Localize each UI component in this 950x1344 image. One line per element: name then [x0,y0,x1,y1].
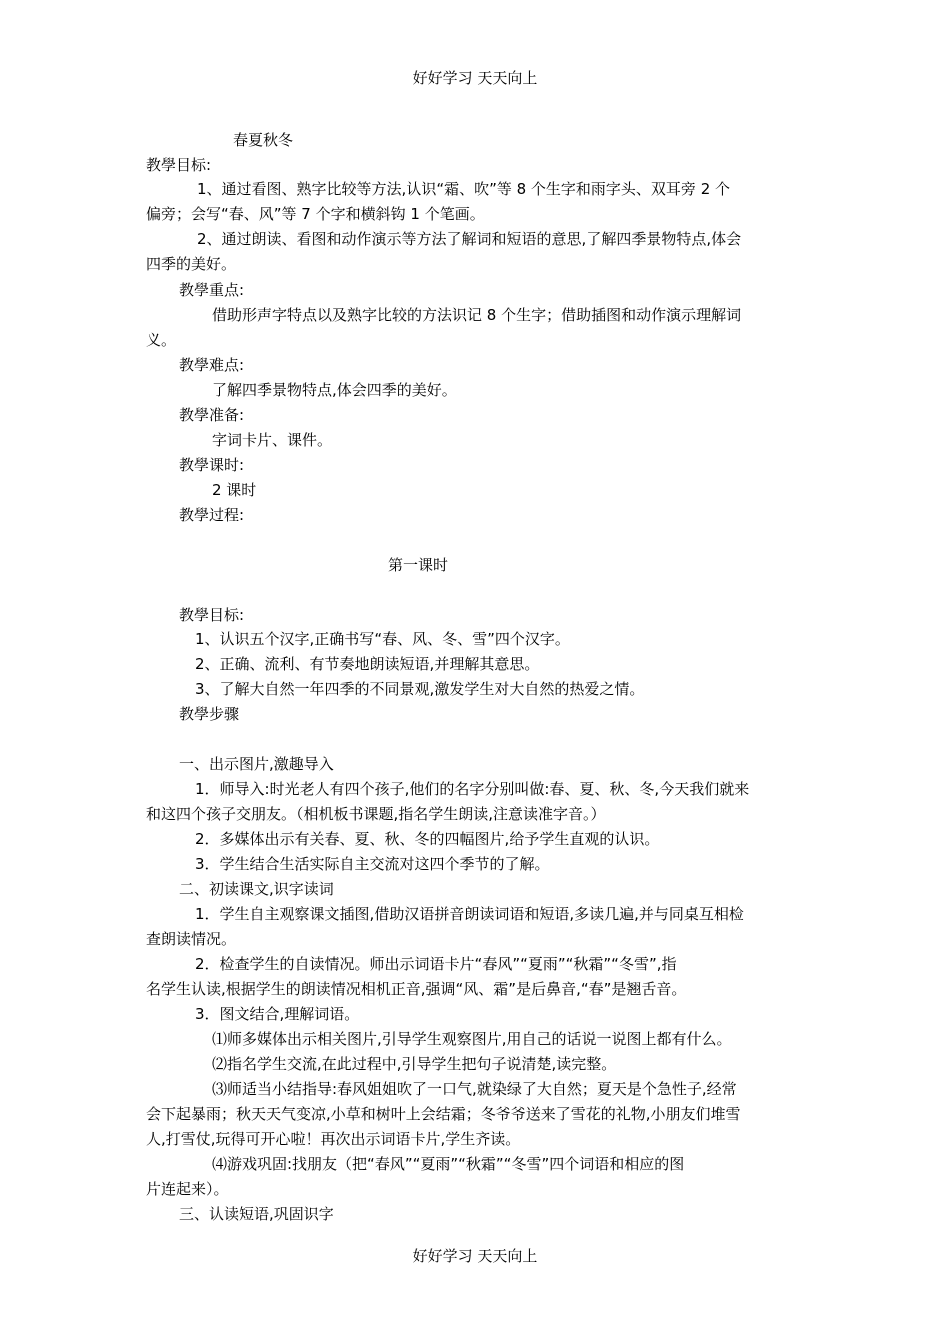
page-header: 好好学习 天天向上 [412,69,538,87]
part-2-sub-3-line-1: ⑶师适当小结指导:春风姐姐吹了一口气,就染绿了大自然；夏天是个急性子,经常 [212,1080,737,1098]
class-hours-value: 2 课时 [212,481,257,499]
objectives-label: 教學目标: [146,156,212,174]
part-2-sub-4-line-2: 片连起来）。 [146,1180,229,1198]
lesson-1-objectives-label: 教學目标: [179,606,245,624]
document-title: 春夏秋冬 [233,131,294,149]
part-2-sub-3-line-2: 会下起暴雨；秋天天气变凉,小草和树叶上会结霜；冬爷爷送来了雪花的礼物,小朋友们堆雪 [146,1105,741,1123]
lesson-1-objective-3: 3、了解大自然一年四季的不同景观,激发学生对大自然的热爱之情。 [195,680,645,698]
part-2-sub-3-line-3: 人,打雪仗,玩得可开心啦！再次出示词语卡片,学生齐读。 [146,1130,521,1148]
key-points-label: 教學重点: [179,281,245,299]
part-2-sub-4-line-1: ⑷游戏巩固:找朋友（把“春风”“夏雨”“秋霜”“冬雪”四个词语和相应的图 [212,1155,685,1173]
part-2-step-2-line-2: 名学生认读,根据学生的朗读情况相机正音,强调“风、霜”是后鼻音,“春”是翘舌音。 [146,980,687,998]
process-label: 教學过程: [179,506,245,524]
part-1-step-3: 3．学生结合生活实际自主交流对这四个季节的了解。 [195,855,550,873]
preparation-line: 字词卡片、课件。 [212,431,333,449]
lesson-1-title: 第一课时 [388,556,449,574]
part-2-step-1-line-2: 查朗读情况。 [146,930,237,948]
part-1-heading: 一、出示图片,激趣导入 [179,755,334,773]
objective-2-line-2: 四季的美好。 [146,255,237,273]
objective-2-line-1: 2、通过朗读、看图和动作演示等方法了解词和短语的意思,了解四季景物特点,体会 [197,230,742,248]
difficult-points-line: 了解四季景物特点,体会四季的美好。 [212,381,457,399]
part-1-step-2: 2．多媒体出示有关春、夏、秋、冬的四幅图片,给予学生直观的认识。 [195,830,660,848]
part-2-step-2-line-1: 2．检查学生的自读情况。师出示词语卡片“春风”“夏雨”“秋霜”“冬雪”,指 [195,955,677,973]
part-2-sub-2: ⑵指名学生交流,在此过程中,引导学生把句子说清楚,读完整。 [212,1055,617,1073]
preparation-label: 教學准备: [179,406,245,424]
lesson-1-objective-2: 2、正确、流利、有节奏地朗读短语,并理解其意思。 [195,655,540,673]
part-1-step-1-line-2: 和这四个孩子交朋友。（相机板书课题,指名学生朗读,注意读准字音。） [146,805,606,823]
objective-1-line-2: 偏旁；会写“春、风”等 7 个字和横斜钩 1 个笔画。 [146,205,485,223]
lesson-1-steps-label: 教學步骤 [179,705,240,723]
part-1-step-1-line-1: 1．师导入:时光老人有四个孩子,他们的名字分别叫做:春、夏、秋、冬,今天我们就来 [195,780,750,798]
difficult-points-label: 教學难点: [179,356,245,374]
class-hours-label: 教學课时: [179,456,245,474]
part-2-step-1-line-1: 1．学生自主观察课文插图,借助汉语拼音朗读词语和短语,多读几遍,并与同桌互相检 [195,905,744,923]
part-3-heading: 三、认读短语,巩固识字 [179,1205,334,1223]
objective-1-line-1: 1、通过看图、熟字比较等方法,认识“霜、吹”等 8 个生字和雨字头、双耳旁 2 个 [197,180,731,198]
part-2-sub-1: ⑴师多媒体出示相关图片,引导学生观察图片,用自己的话说一说图上都有什么。 [212,1030,732,1048]
key-points-line-2: 义。 [146,331,177,349]
part-2-step-3: 3．图文结合,理解词语。 [195,1005,360,1023]
page-footer: 好好学习 天天向上 [412,1247,538,1265]
key-points-line-1: 借助形声字特点以及熟字比较的方法识记 8 个生字；借助插图和动作演示理解词 [212,306,742,324]
part-2-heading: 二、初读课文,识字读词 [179,880,334,898]
lesson-1-objective-1: 1、认识五个汉字,正确书写“春、风、冬、雪”四个汉字。 [195,630,570,648]
